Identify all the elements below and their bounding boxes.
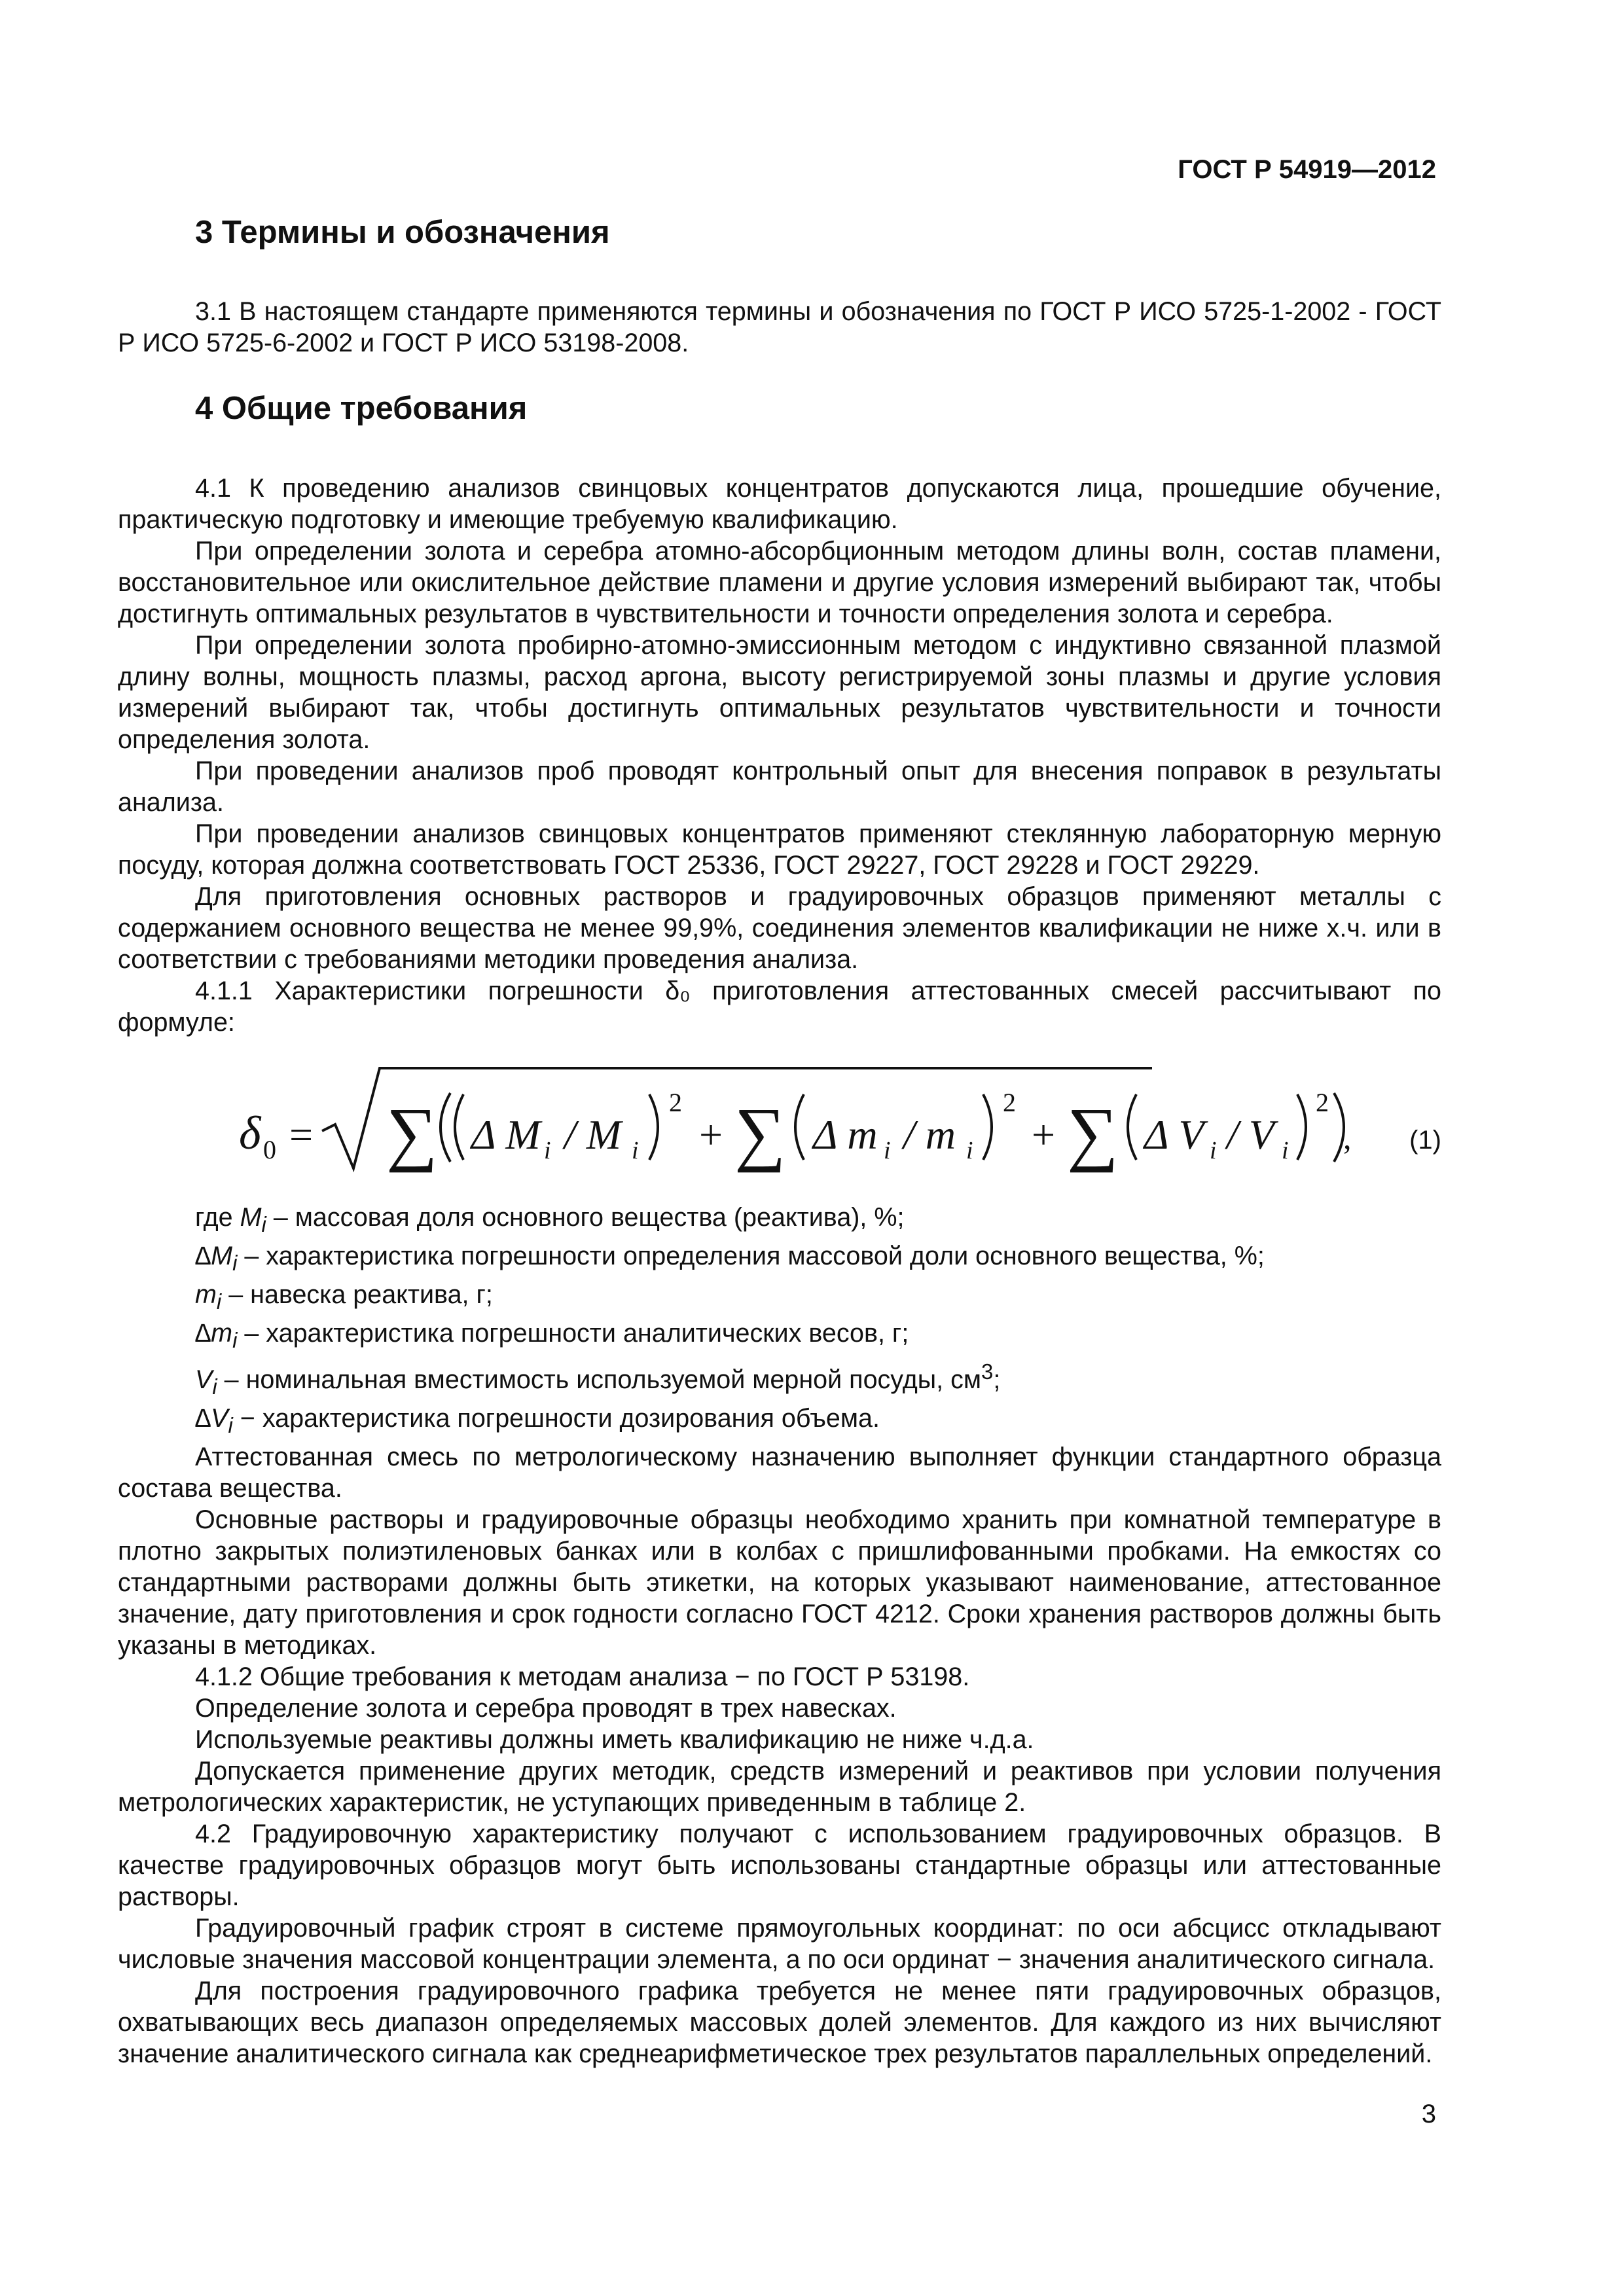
document-header: ГОСТ Р 54919—2012 <box>1178 155 1436 184</box>
definition-subscript: i <box>232 1250 238 1275</box>
formula-t3-idx: i <box>1210 1137 1217 1164</box>
paragraph-3-1: 3.1 В настоящем стандарте применяются термины и обозначения по ГОСТ Р ИСО 5725-1-2002 - ГОСТ Р ИСО 5725-6-2002 и ГОСТ Р ИСО 53198-2008. <box>118 297 1441 357</box>
bracket-right <box>1297 1094 1306 1160</box>
formula-1 <box>118 1054 1441 1202</box>
definition-subscript: i <box>216 1289 222 1314</box>
definition-symbol: ∆V <box>195 1403 228 1433</box>
paragraph: Допускается применение других методик, средств измерений и реактивов при условии получения метрологических характеристик, не уступающих приведенным в таблице 2. <box>118 1756 1441 1817</box>
paragraph: 4.1 К проведению анализов свинцовых концентратов допускаются лица, прошедшие обучение, практическую подготовку и имеющие требуемую квалификацию. <box>118 474 1441 534</box>
formula-t1b-idx: i <box>632 1137 639 1164</box>
bracket-outer-right <box>1334 1093 1344 1162</box>
paragraph: При определении золота и серебра атомно-абсорбционным методом длины волн, состав пламени, восстановительное или окислительное действие пламени и другие условия измерений выбирают так, чтобы достигнуть оптимальных результатов в чувствительности и точности определения золота и серебра. <box>118 537 1441 628</box>
definition-symbol: M <box>240 1203 262 1232</box>
definition-text: − характеристика погрешности дозирования объема. <box>232 1403 880 1433</box>
paragraph: Определение золота и серебра проводят в трех навесках. <box>195 1693 897 1723</box>
definition-item <box>195 1403 1441 1441</box>
formula-graphic <box>118 1054 1441 1202</box>
page-number: 3 <box>1421 2100 1436 2128</box>
formula-eq: = <box>289 1111 314 1158</box>
section-4-title: 4 Общие требования <box>195 391 528 426</box>
definition-item <box>195 1202 1441 1240</box>
bracket-outer-left <box>441 1093 450 1162</box>
paragraph-4-1-1: 4.1.1 Характеристики погрешности δ₀ приготовления аттестованных смесей рассчитывают по формуле: <box>118 977 1441 1037</box>
definition-symbol: V <box>195 1365 213 1394</box>
formula-t3b-idx: i <box>1282 1137 1289 1164</box>
definition-text: – характеристика погрешности аналитических весов, г; <box>237 1318 909 1348</box>
paragraph: Для построения градуировочного графика требуется не менее пяти градуировочных образцов, охватывающих весь диапазон определяемых массовых долей элементов. Для каждого из них вычисляют значение аналитического сигнала как среднеарифметическое трех результатов параллельных определений. <box>118 1976 1441 2068</box>
definition-symbol: m <box>195 1280 217 1309</box>
paragraph-4-1-2: 4.1.2 Общие требования к методам анализа − по ГОСТ Р 53198. <box>195 1662 970 1691</box>
definition-text: – характеристика погрешности определения массовой доли основного вещества, %; <box>237 1241 1265 1270</box>
definition-superscript: 3 <box>981 1359 994 1384</box>
bracket-right <box>649 1094 658 1160</box>
definition-subscript: i <box>228 1412 233 1437</box>
formula-sum-3: ∑ <box>1067 1093 1119 1173</box>
formula-t1b: / M <box>564 1111 622 1158</box>
definition-text: – навеска реактива, г; <box>221 1280 493 1309</box>
section-3-title: 3 Термины и обозначения <box>195 215 610 250</box>
paragraph-4-2: 4.2 Градуировочную характеристику получают с использованием градуировочных образцов. В качестве градуировочных образцов могут быть использованы стандартные образцы или аттестованные растворы. <box>118 1819 1441 1911</box>
bracket-right <box>983 1094 992 1160</box>
formula-t1-idx: i <box>544 1137 551 1164</box>
formula-lhs: δ <box>239 1107 261 1159</box>
definition-subscript: i <box>232 1327 238 1352</box>
formula-t1-sq: 2 <box>669 1088 682 1117</box>
definition-item <box>195 1240 1441 1279</box>
formula-plus-1: + <box>699 1111 723 1158</box>
definition-end: ; <box>993 1365 1001 1394</box>
bracket-left <box>455 1094 463 1160</box>
formula-t3b: / V <box>1227 1111 1274 1158</box>
formula-sum-2: ∑ <box>734 1093 786 1173</box>
definition-symbol: ∆m <box>195 1318 233 1348</box>
paragraph: При проведении анализов свинцовых концентратов применяют стеклянную лабораторную мерную посуду, которая должна соответствовать ГОСТ 25336, ГОСТ 29227, ГОСТ 29228 и ГОСТ 29229. <box>118 819 1441 880</box>
formula-t2b: / m <box>903 1111 956 1158</box>
formula-t2b-idx: i <box>966 1137 973 1164</box>
formula-lhs-sub: 0 <box>263 1135 276 1164</box>
paragraph: При определении золота пробирно-атомно-эмиссионным методом с индуктивно связанной плазмой длину волны, мощность плазмы, расход аргона, высоту регистрируемой зоны плазмы и другие условия измерений выбирают так, чтобы достигнуть оптимальных результатов чувствительности и точности определения золота. <box>118 631 1441 754</box>
formula-t2-idx: i <box>884 1137 891 1164</box>
formula-t3-sq: 2 <box>1316 1088 1329 1117</box>
paragraph: Градуировочный график строят в системе прямоугольных координат: по оси абсцисс откладывают числовые значения массовой концентрации элемента, а по оси ординат − значения аналитического сигнала. <box>118 1913 1441 1974</box>
formula-t1: Δ M <box>471 1111 541 1158</box>
paragraph: Для приготовления основных растворов и градуировочных образцов применяют металлы с содержанием основного вещества не менее 99,9%, соединения элементов квалификации не ниже х.ч. или в соответствии с требованиями методики проведения анализа. <box>118 882 1441 974</box>
paragraph: При проведении анализов проб проводят контрольный опыт для внесения поправок в результаты анализа. <box>118 757 1441 817</box>
paragraph: Используемые реактивы должны иметь квалификацию не ниже ч.д.а. <box>195 1725 1034 1754</box>
paragraph: Основные растворы и градуировочные образцы необходимо хранить при комнатной температуре в плотно закрытых полиэтиленовых банках или в колбах с пришлифованными пробками. На емкостях со стандартными растворами должны быть этикетки, на которых указывают наименование, аттестованное значение, дату приготовления и срок годности согласно ГОСТ 4212. Сроки хранения растворов должны быть указаны в методиках. <box>118 1505 1441 1660</box>
definition-subscript: i <box>261 1211 266 1236</box>
definition-item <box>195 1318 1441 1356</box>
definition-prefix: где <box>195 1203 240 1232</box>
definition-symbol: ∆M <box>195 1241 233 1270</box>
bracket-left <box>1128 1094 1136 1160</box>
formula-comma: , <box>1343 1119 1352 1156</box>
formula-t3: Δ V <box>1144 1111 1204 1158</box>
bracket-left <box>795 1094 804 1160</box>
definitions-list <box>118 1202 1441 1441</box>
formula-number: (1) <box>1409 1126 1441 1155</box>
formula-sum-1: ∑ <box>386 1093 438 1173</box>
definition-subscript: i <box>212 1374 217 1399</box>
document-body <box>118 213 1441 2070</box>
definition-text: – массовая доля основного вещества (реактива), %; <box>266 1203 905 1232</box>
formula-t2: Δ m <box>813 1111 878 1158</box>
definition-text: – номинальная вместимость используемой мерной посуды, см <box>217 1365 982 1394</box>
formula-plus-2: + <box>1032 1111 1056 1158</box>
paragraph: Аттестованная смесь по метрологическому назначению выполняет функции стандартного образца состава вещества. <box>118 1442 1441 1503</box>
formula-t2-sq: 2 <box>1003 1088 1016 1117</box>
definition-item <box>195 1279 1441 1318</box>
definition-item <box>195 1356 1441 1403</box>
